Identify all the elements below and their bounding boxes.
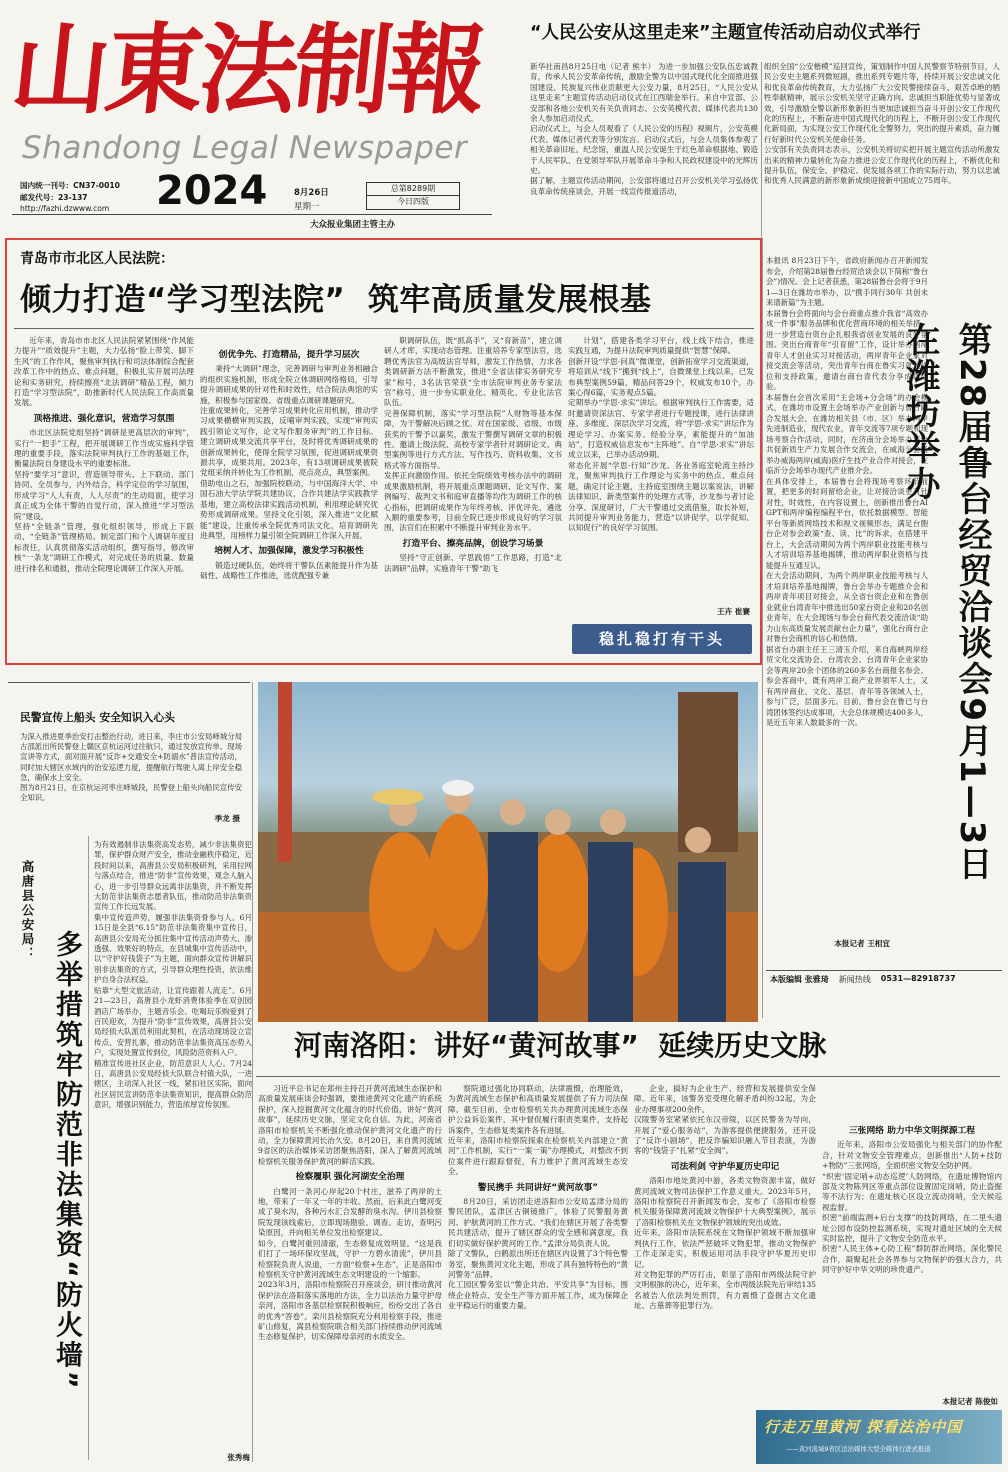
police-boat-credit: 季龙 摄 (214, 814, 240, 823)
henan-col-3 (634, 1084, 816, 1462)
court-col-3b-text: 坚持“守正创新、学思践悟”工作思路，打造“北法调研”品牌，实施青年干警“助飞 (384, 553, 562, 573)
gaotang-vertical-headline: 多举措筑牢防范非法集资“防火墙” (51, 930, 82, 1392)
issue-number: 总第8289期 (366, 182, 460, 196)
fair-vertical-headline: 第28届鲁台经贸洽谈会9月1—3日在潍坊举办 (900, 322, 992, 883)
editor-name: 本版编辑 张雅琦 (770, 975, 829, 984)
website[interactable]: http://fazhi.dzwww.com (20, 204, 110, 213)
court-col-1 (14, 336, 194, 656)
henan-col-2 (448, 1084, 628, 1462)
court-col-3-text: 职调研队伍，既“抓高手”，又“育新苗”，建立调研人才库，实现动态管理。注重培养专家型法官，选聘优秀法官为高级法官导师，激发工作热情，力求各类调研新方法不断激发，推进“全省法律实务研究专家”称号，3名法官荣获“全市法院审判业务专家法官”称号，进一步夯实职业化、精英化、专业化法官队伍。 完善保障机制，落实“学习型法院”人财物等基本保障，为干警解决后顾之忧。对在国家级、省级、市级获奖的干警予以嘉奖，激发干警撰写调研文章的积极性。邀请上级法院、高校专家学者针对调研论文、典型案例等进行方式方法、写作技巧、资料收集、文书格式等方面指导。 发挥正向激励作用。依托全院绩效考核办法中的调研成果激励机制，将开展重点课题调研、论文写作、案例编写、裁判文书和庭审直播等均作为调研工作的核心指标，把调研成果作为年终考核、评优评先、遴选入额的重要参考，目前全院已逐步形成良好的学习氛围，法官们在积累中不断提升审判业务水平。 (384, 336, 562, 533)
henan-col-1-text: 习近平总书记在郑州主持召开黄河流域生态保护和高质量发展座谈会时强调，要推进黄河文化遗产的系统保护，深入挖掘黄河文化蕴含的时代价值，讲好“黄河故事”，延续历史文脉，坚定文化自信。为此，河南省洛阳市检察机关不断强化推动保护黄河文化遗产的行动，全力保障黄河长治久安。8月20日，来自黄河流域9省区的法治媒体采访团聚焦洛阳，深入了解黄河流域检察机关服务保护黄河的鲜活实践。 (258, 1084, 442, 1166)
court-kicker: 青岛市市北区人民法院： (20, 251, 174, 267)
top-story-headline: “人民公安从这里走来”主题宣传活动启动仪式举行 (530, 23, 921, 43)
date: 8月26日 (294, 188, 329, 198)
henan-col-3-text: 企业，搞好为企业生产、经营和发展提供安全保障。近年来，该警务室受理化解矛盾纠纷32起，为企业办理事项200余件。 汉陵警务室紧紧依托东汉帝陵，以区民警务为导向，开展了“爱心服务站”，为游客提供便捷服务，还开设了“反诈小剧场”，把反诈骗知识融入节目表演，为游客的“钱袋子”扎紧“安全阀”。 (634, 1084, 816, 1156)
boat-photo-illustration (258, 682, 758, 1022)
court-col-1b-text: 市北区法院党组坚持“调研是更高层次的审判”，实行“一把手”工程，把开展调研工作当成实施科学管理的重要手段，落实法院审判执行工作的基础工作，衡量法院自身建设水平的重要标准。 坚持“要学习”意识，营造领导带头、上下联动、部门协同、全员参与，内外结合，科学定位的学习氛围，形成学习“人人有责，人人尽责”的生动局面，使学习真正成为全体干警的自觉行动，深入推进“学习型法院”建设。 坚持“全链条”管理，强化组织领导，形成上下联动、“全链条”管理格局。制定部门和个人调研年度目标责任，认真贯彻落实活动组织，撰写指导，修改审核“一条龙”调研工作模式，对完成任务的质量、数量进行排名和通报，推动全院理论调研工作深入开展。 (14, 428, 194, 573)
henan-sub-3: 司法利剑 守护华夏历史印记 (670, 1161, 780, 1172)
henan-col-1b-text: 白鹭河一条河心岸起20个村庄，滋养了两岸的土地，带来了一年又一年的丰收。然而，后来此白鹭河变成了臭水沟，各种污水汇合发酵的臭水沟。伊川县检察院发现该线索后，立即现场勘验、调查、走访，查明污染原因，并向相关单位发出检察建议。 如今，白鹭河重回清澈，生态修复成效明显。“这是我们打了一场环保攻坚战，守护一方碧水清流”，伊川县检察院负责人说道，一方面“检察+生态”，正是洛阳市检察机关守护黄河流域生态文明建设的一个缩影。 2023年3月，洛阳市检察院召开座谈会，研讨推动黄河保护法在洛阳落实落地的方法，全力以法治力量守护母亲河，洛阳市各基层检察院积极响应，纷纷交出了各自的优秀“答卷”。栾川县检察院充分利用检察手段，推进矿山修复，嵩县检察院联合相关部门持续推动伊河流域生态修复保护，切实保障母亲河的水质安全。 (258, 1186, 442, 1342)
top-story-col-2: 组织全国“公安楷模”巡回宣传，策划制作中国人民警察节特别节目，人民公安史主题系列微短剧，推出系列专题片等，持续开展公安忠诚文化和优良革命传统教育，大力弘扬广大公安民警接续奋斗、艰苦卓绝的牺牲奉献精神，展示公安机关坚守正确方向、忠诚担当职能优势与显著成效，引导激励全警以新形象新担当更加忠诚担当奋斗开创公安工作现代化的历程上，不断奋进中国式现代化的历程上，不断开创公安工作现代化新局面，为实现公安工作现代化全警努力，突出的提升素质，奋力履行好新时代公安机关使命任务。 公安部有关负责同志表示，公安机关将切实把开展主题宣传活动所激发出来的精神力量转化为奋力推进公安工作现代化的历程上，不断优化和提升队伍，保安全、护稳定、促发展各项工作的实际行动，努力以忠诚和优秀人民满意的新形象新成绩迎接新中国成立75周年。 (764, 62, 1000, 186)
postal-code: 邮发代号：23-137 (20, 193, 88, 202)
henan-col-4-text: 近年来，洛阳市公安局强化与相关部门的协作配合，针对文物安全管理难点，创新推出“人防+技防+物防”三张网络，全面织密文物安全防护网。 “织密‘固定哨+动态巡逻’人防网络，在遗址博物馆内部及文物陈列区等重点部位设置固定岗哨，防止盗掘等不法行为；在遗址核心区设立流动岗哨，全天候巡视监督。 织密“前端监测+后台支撑”的技防网络，在二里头遗址公园布设防控监测系统，实现对遗址区域的全天候实时监控，提升了文物安全防范水平。 织密“人民主体+心防工程”群防群治网络，深化警民合作，凝聚起社会各界参与文物保护的强大合力，共同守护好中华文明的珍贵遗产。 (822, 1140, 1002, 1275)
page-count: 今日四版 (366, 196, 460, 210)
court-col-4 (568, 336, 754, 604)
gaotang-credit: 张秀梅 (227, 1453, 250, 1462)
fair-story-body: 本报讯 8月23日下午，省政府新闻办召开新闻发布会，介绍第28届鲁台经贸洽谈会以下简称“鲁台会”)情况。会上记者获悉，第28届鲁台会将于9月1—3日在潍坊市举办，以“携手同行30年 共创未来谱新篇”为主题。 本届鲁台会将面向与会台商重点推介我省“高效办成一件事”服务品牌和优化营商环境的相关举措，进一步营造台资台企扎根我省创业发展的良好氛围。突出台商青年“引育留”工作，设计举办两岸青年人才创业实习对接活动，两岸青年企业家对接交流会等活动，突出青年台商在鲁实习就业岗位和支持政策，邀请台商台青代表分享成功经验。 本届鲁台会首次采用“主会场+分会场”的办会模式，在潍坊市设置主会场举办产业创新与鲁台融合发展大会，在潍坊相关县（市、区）举办两岸先进制造业，现代农业，青年交流等7项专题和现场考察合作活动，同时，在济南分会场举办济台共促新质生产力发展合作交流会，在威海分会场举办威海两岸(威海)医疗生技产业合作对接会，在临沂分会场举办现代产业推介会。 在具体安排上，本届鲁台会将现场考察环节前置，把更多的时间留给企业，让对接洽谈更有针对性，时效性，在内容设置上，创新推出鲁台AI GPT和两岸编程编程平台，依托数据模型、智能平台等新质网络技术和视文视频形态，满足台胞台企对参会政策“查、读、比”的诉求，在搭建平台上，大会活动期间为两个两岸职业技能考核与人才培训培养基地揭牌，推动两岸职业资格与技能提升互通互认。 在大会活动期间，为两个两岸职业技能考核与人才培训培养基地揭牌，鲁台会举办专题推介会和两岸青年项目对接会，从全省台资企业和在鲁创业就业台湾青年中推选出50家台资企业和20名创业青年，在大会现场与参会台商代表交流洽谈“助力山东高质量发展贡献台企力量”，强化台商台企对鲁台会商机的信心和热情。 据省台办副主任王三清玉介绍，来自海峡两岸经贸文化交流协会、台湾农会、台湾青年企业家协会等两岸20余个团体的260多名台商报名参会。参会客商中，既有两岸工商产业界领军人士，又有两岸商业、文化、基层、青年等各领域人士，参与广泛，层面多元。目前，鲁台会在鲁已与台湾团体签约达成事项，大会总体规模达400多人，是近五年来人数最多的一次。 (766, 256, 928, 727)
henan-col-3b-text: 洛阳市地处黄河中游，各类文物资源丰富，做好黄河流域文物司法保护工作意义重大。2023年5月，洛阳市检察院召开新闻发布会，发布了《洛阳市检察机关服务保障黄河流域文物保护十大典型案例》，展示了洛阳检察机关在文物保护领域的突出成效。 近年来，洛阳市法院系统在文物保护领域不断加强审判执行工作，依法严惩破坏文物犯罪，推动文物保护工作走深走实，积极运用司法手段守护华夏历史印记。 对文物犯罪的严厉打击，彰显了洛阳市两级法院守护文明根脉的决心，近年来，全市两级法院先后审结135名被告人依法判处刑罚，有力震慑了盗掘古文化遗址、古墓葬等犯罪行为。 (634, 1176, 816, 1311)
masthead (6, 6, 492, 234)
henan-sub-1: 检察履职 强化河湖安全治理 (295, 1172, 405, 1183)
banner-subtitle: ——黄河流域9省区法治媒体大型全媒体行进式报道 (786, 1445, 931, 1453)
weekday: 星期一 (294, 202, 320, 212)
police-boat-body: 为深入推进夏季治安打击整治行动，进日来，李庄市公安局峄城分局古邵派出所民警登上赣区京杭运河过往航只，通过发放宣传单、现场宣讲等方式，面对面开展“反诈+交通安全+防溺水”普法宣传活动，同时加大辖区水域内的治安巡逻力度，提醒航行驾驶人离上岸安全稳急，确保水上安全。 图为8月21日，在京杭运河枣庄峄城段，民警登上船头向船民宣传安全知识。 (20, 732, 242, 803)
court-sub-4: 打造平台、擦亮品牌，创设学习场景 (402, 538, 544, 549)
fair-story-credit: 本报记者 王相宜 (834, 939, 890, 948)
henan-col-2b-text: 8月20日，采访团走进洛阳市公安局孟津分局的警民团队，孟津区古铜镜推广，体验了民警服务黄河、护航黄河的工作方式。“我们在辖区开展了各类警民共建活动，提升了辖区群众的安全感和满意度，我们切实做好保护黄河的工作。”孟津分局负责人说。 除了文警队，白鹤派出所还在辖区内设置了3个特色警务室，聚焦黄河文化主题，形成了具有独特特色的“黄河警务”品牌。 化工园区警务室以“警企共治、平安共享”为目标，围绕企业特点、安全生产等方面开展工作，成为保障企业平稳运行的重要力量。 (448, 1197, 628, 1311)
hotline-number: 0531—82918737 (880, 974, 956, 983)
masthead-title-en: Shandong Legal Newspaper (22, 130, 468, 166)
gaotang-body: 为有效遏制非法集资高发态势，减少非法集资犯罪，保护群众财产安全，推动金融秩序稳定，近段时间以来，高唐县公安局积极研判，采用拉网与落点结合，推进“防非”宣传效果，观念人脑入心，进一步引导群众远离非法集资，并不断发挥大防范非法集资志愿者队伍，推动防范非法集资宣传工作长远发展。 集中宣传造声势，履强非法集资骨参与人。6月15日是全县“6.15”防范非法集资集中宣传日，高唐县公安局充分抓住集中宣传活动声势大、渗透强、效果好的特点，在县城集中宣传活动中，以“守护好钱袋子”为主题，面向群众宣传讲解识别非法集资的方式，引导群众理性投资，依法维护自身合法权益。 贴靠“大型文旅活动，让宣传跟着人流走”。6月21—23日，高唐县小龙虾消费体验季在双创园酒店广场举办，主题音乐会、吃喝玩乐购爱到了百民迎欢，为提升“防非”宣传效果，高唐县公安局经侦大队派员利用此契机，在活动现场设立宣传点、安营扎寨，推动防范非法集资高压态势入户，实现处置宣传到位，风险防范资料入户。 精准宣传进社区企业，防范意识人人心。7月24日，高唐县公安局经侦大队联合村镇大队，一进辖区，主动深入社区一线，紧扣社区实际，面向社区居民宣讲防范非法集资知识，提高群众防范意识，增强识别能力，营造浓厚宣传氛围。 (94, 840, 252, 1110)
henan-credit: 本报记者 陈俊如 (942, 1397, 998, 1406)
year: 2024 (156, 168, 268, 214)
court-headline: 倾力打造“学习型法院” 筑牢高质量发展根基 (20, 282, 652, 318)
court-sub-2: 创优争先、打造精品，提升学习层次 (218, 350, 360, 360)
court-slogan: 稳扎稳打有干头 (572, 624, 752, 654)
court-sub-1: 顶格推进、强化意识，营造学习氛围 (33, 413, 175, 424)
issn: 国内统一刊号：CN37-0010 (20, 181, 120, 190)
court-sub-3: 培树人才、加强保障，激发学习积极性 (214, 546, 364, 557)
court-col-2b-text: 锻造过硬队伍，始终将干警队伍素能提升作为基础性、战略性工作推进，选优配强专兼 (200, 560, 378, 581)
publisher: 大众报业集团主管主办 (310, 220, 396, 230)
henan-col-1 (258, 1084, 442, 1462)
boat-photo (258, 682, 758, 1022)
masthead-title-cn: 山東法制報 (6, 13, 489, 128)
court-col-2-text: 秉持“大调研”理念，完善调研与审判业务相融合的组织实施机制，形成全院立体调研网络格局，引导提升调研成果的针对性和时效性，结合院法典馆的实施，积极参与国家级、省级重点调研课题研究。 注重成果转化，完善学习成果转化应用机制，推动学习成果横横审判实践，反哺审判实践，实现“审判实践引领论文写作，论文写作服务审判”的工作目标。建立调研成果交流共享平台，及时将优秀调研成果的创新成果转化，使得全院学习氛围，促进调研成果资源共享，成果共用。2023年，有13项调研成果被院党组采纳并转化为工作机制，亮点亮点，典型案例。 借助电山之石，加强院校联动，与中国海洋大学、中国石油大学法学院共建协议，合作共建法学实践教学基地，建立高校法律实践活动机制，利用理论研究优势形成调研成果。坚持文化引领，深入推进“文化赋能”建设，注重传承全院优秀司法文化，培育调研先进典型，用榜样力量引领全院调研工作深入开展。 (200, 364, 378, 540)
henan-headline: 河南洛阳：讲好“黄河故事” 延续历史文脉 (294, 1029, 827, 1062)
gaotang-kicker: 高唐县公安局： (20, 860, 35, 962)
police-boat-title: 民警宣传上船头 安全知识入心头 (20, 711, 175, 724)
court-credit: 王卉 崔賽 (716, 607, 750, 616)
court-col-4-text: 计划”，搭建各类学习平台，线上线下结合，推进实践互通，为提升法院审判质量提供“智慧”保障。 创新开设“学思·问真”微课堂，创新拓宽学习交流渠道，将培训从“线下”搬到“线上”，自微课堂上线以来，已发布典型案例59篇，精品问答29个，权威发布10个，办案心得6篇，实务观点5篇。 定期举办“学思·求实”讲坛。根据审判执行工作需要，适时邀请资深法官、专家学者进行专题授课，进行法律讲座、多维度、深层次学习交流，将“学思·求实”讲坛作为理论学习、办案实务、经验分享，素能提升的“加油站”，打造权威信息发布“主阵地”。自“学思·求实”讲坛成立以来，已举办活动9期。 常态化开展“学思·行知”沙龙。各业务庭室轮流主持沙龙，聚焦审判执行工作理论与实务中的热点、难点问题，确定讨论主题，主持庭室围绕主题以案说法，讲解法律知识、新类型案件的处理方式等，沙龙参与者讨论分享、深度研讨，广大干警通过交流借鉴，取长补短，共同提升审判业务能力，营造“以讲促学，以学促知、以知促行”的良好学习氛围。 (568, 336, 754, 533)
hotline-label: 新闻热线 (838, 975, 871, 984)
court-col-2 (200, 336, 378, 656)
henan-sub-2: 警民携手 共同讲好“黄河故事” (477, 1182, 599, 1193)
court-col-3 (384, 336, 562, 656)
top-story-col-1: 新华社南昌8月25日电（记者 熊丰） 为进一步加强公安队伍忠诚教育，传承人民公安革命传统，激励全警为以中国式现代化全面推进强国建设、民族复兴伟业贡献更大公安力量，8月25日，“人民公安从这里走来”主题宣传活动启动仪式在江西瑞金举行。来自中宣部、公安部和各地公安机关有关负责同志、公安英模代表、媒体代表共130余人参加启动仪式。 启动仪式上，与会人员观看了《人民公安的历程》视频片，公安英模代表、媒体记者代表等分别发言。启动仪式后，与会人员集体参观了相关革命旧址。纪念馆，重温人民公安诞生于红色革命根据地、锻造于人民军队、在党领导军队开展革命斗争和人民政权建设中的光辉历史。 据了解，主题宣传活动期间，公安部将通过召开公安机关学习弘扬优良革命传统座谈会，开展一线宣传报道活动， (530, 62, 758, 196)
court-col-1-text: 近年来，青岛市市北区人民法院紧紧围绕“作风能力提升”“质效提升”主题，大力弘扬“脸上带笑、脚下生风”的工作作风，聚焦审判执行和司法体制综合配套改革工作中的热点、难点问题，积极扎实开展司法理论和实务研究，持续擦亮“北法调研”精品工程，倾力打造“学习型法院”，助推新时代人民法院工作高质量发展。 (14, 336, 194, 408)
banner-title: 行走万里黄河 探看法治中国 (764, 1418, 963, 1436)
henan-col-4 (822, 1084, 1002, 1394)
henan-sub-4: 三张网络 助力中华文明探源工程 (848, 1126, 976, 1136)
editor-line (770, 974, 1002, 985)
series-banner (756, 1410, 1002, 1464)
henan-col-2-text: 察院通过强化协同联动，法律震慑，治理能效，为黄河流域生态保护和高质量发展提供了有力司法保障。截至目前，全市检察机关共办理黄河流域生态保护公益诉讼案件，其中督促履行职责类案件，支持起诉案件，生态修复类案件各有进展。 近年来，洛阳市检察院探索在检察机关内部建立“黄河”工作机制，实行“一案一策”办理模式，对整改不到位案件进行跟踪督促，有力维护了黄河流域生态安全。 (448, 1084, 628, 1177)
